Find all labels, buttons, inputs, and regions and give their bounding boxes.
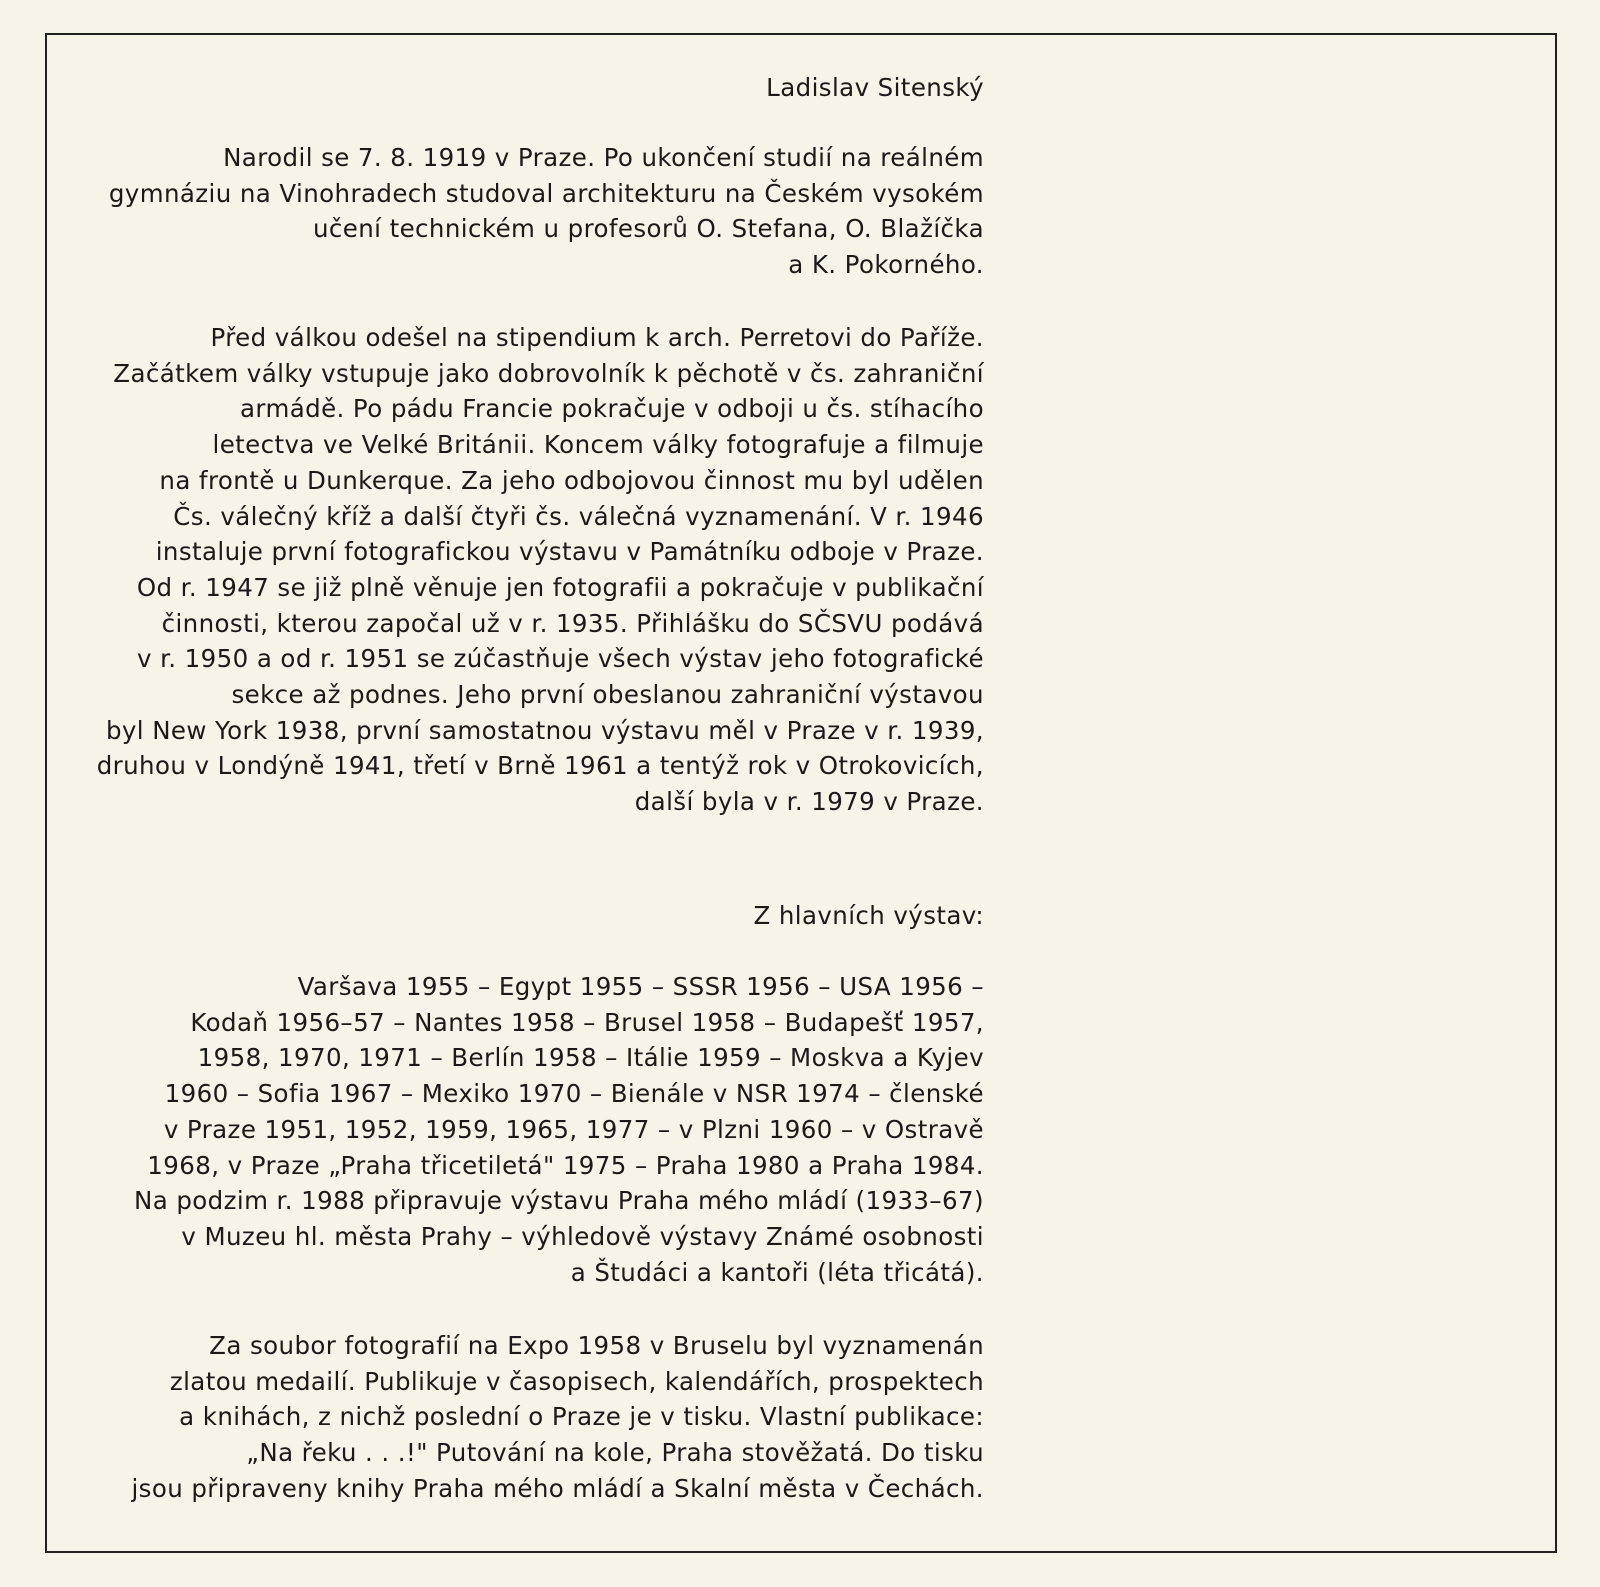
paragraph-war <box>80 320 984 820</box>
text-line: v r. 1950 a od r. 1951 se zúčastňuje všech výstav jeho fotografické <box>137 644 984 674</box>
text-line: na frontě u Dunkerque. Za jeho odbojovou činnost mu byl udělen <box>159 465 984 495</box>
text-line: učení technickém u profesorů O. Stefana, O. Blažíčka <box>312 214 984 244</box>
text-line: Kodaň 1956–57 – Nantes 1958 – Brusel 1958 – Budapešť 1957, <box>190 1007 984 1037</box>
exhibitions-heading: Z hlavních výstav: <box>753 901 984 930</box>
text-line: a knihách, z nichž poslední o Praze je v tisku. Vlastní publikace: <box>179 1402 984 1432</box>
text-line: Čs. válečný kříž a další čtyři čs. válečná vyznamenání. V r. 1946 <box>173 501 984 531</box>
text-line: letectva ve Velké Británii. Koncem války fotografuje a filmuje <box>212 430 984 460</box>
text-line: instaluje první fotografickou výstavu v Památníku odboje v Praze. <box>155 537 984 567</box>
text-line: 1958, 1970, 1971 – Berlín 1958 – Itálie 1959 – Moskva a Kyjev <box>197 1043 984 1073</box>
text-line: Před válkou odešel na stipendium k arch. Perretovi do Paříže. <box>210 323 984 352</box>
text-line: byl New York 1938, první samostatnou výstavu měl v Praze v r. 1939, <box>105 715 984 745</box>
text-line: další byla v r. 1979 v Praze. <box>634 787 984 817</box>
text-line: gymnáziu na Vinohradech studoval architekturu na Českém vysokém <box>108 178 984 208</box>
text-line: Narodil se 7. 8. 1919 v Praze. Po ukončení studií na reálném <box>223 143 984 172</box>
author-name: Ladislav Sitenský <box>766 73 984 102</box>
text-line: Od r. 1947 se již plně věnuje jen fotografii a pokračuje v publikační <box>136 572 984 602</box>
author-name-block <box>80 70 984 106</box>
text-line: „Na řeku . . .!" Putování na kole, Praha stověžatá. Do tisku <box>246 1438 984 1468</box>
text-line: v Muzeu hl. města Prahy – výhledově výstavy Známé osobnosti <box>181 1221 984 1251</box>
text-line: a K. Pokorného. <box>788 250 984 280</box>
text-line: činnosti, kterou započal už v r. 1935. Přihlášku do SČSVU podává <box>161 608 984 638</box>
paragraph-birth <box>80 140 984 283</box>
text-line: druhou v Londýně 1941, třetí v Brně 1961 a tentýž rok v Otrokovicích, <box>96 751 984 781</box>
text-line: a Študáci a kantoři (léta třicátá). <box>570 1257 984 1287</box>
text-line: Za soubor fotografií na Expo 1958 v Bruselu byl vyznamenán <box>209 1331 984 1360</box>
paragraph-awards <box>80 1328 984 1507</box>
text-line: sekce až podnes. Jeho první obeslanou zahraniční výstavou <box>231 680 984 710</box>
text-line: jsou připraveny knihy Praha mého mládí a Skalní města v Čechách. <box>131 1473 984 1503</box>
text-line: Varšava 1955 – Egypt 1955 – SSSR 1956 – USA 1956 – <box>297 972 984 1001</box>
text-line: armádě. Po pádu Francie pokračuje v odboji u čs. stíhacího <box>240 394 984 424</box>
text-line: 1960 – Sofia 1967 – Mexiko 1970 – Bienále v NSR 1974 – členské <box>164 1079 984 1109</box>
text-line: v Praze 1951, 1952, 1959, 1965, 1977 – v Plzni 1960 – v Ostravě <box>163 1114 984 1144</box>
text-line: Na podzim r. 1988 připravuje výstavu Praha mého mládí (1933–67) <box>134 1186 984 1216</box>
exhibitions-heading-block <box>80 898 984 934</box>
text-line: zlatou medailí. Publikuje v časopisech, kalendářích, prospektech <box>169 1366 984 1396</box>
text-line: 1968, v Praze „Praha třicetiletá" 1975 – Praha 1980 a Praha 1984. <box>147 1150 984 1180</box>
text-line: Začátkem války vstupuje jako dobrovolník k pěchotě v čs. zahraniční <box>113 358 984 388</box>
paragraph-exhibitions <box>80 969 984 1290</box>
